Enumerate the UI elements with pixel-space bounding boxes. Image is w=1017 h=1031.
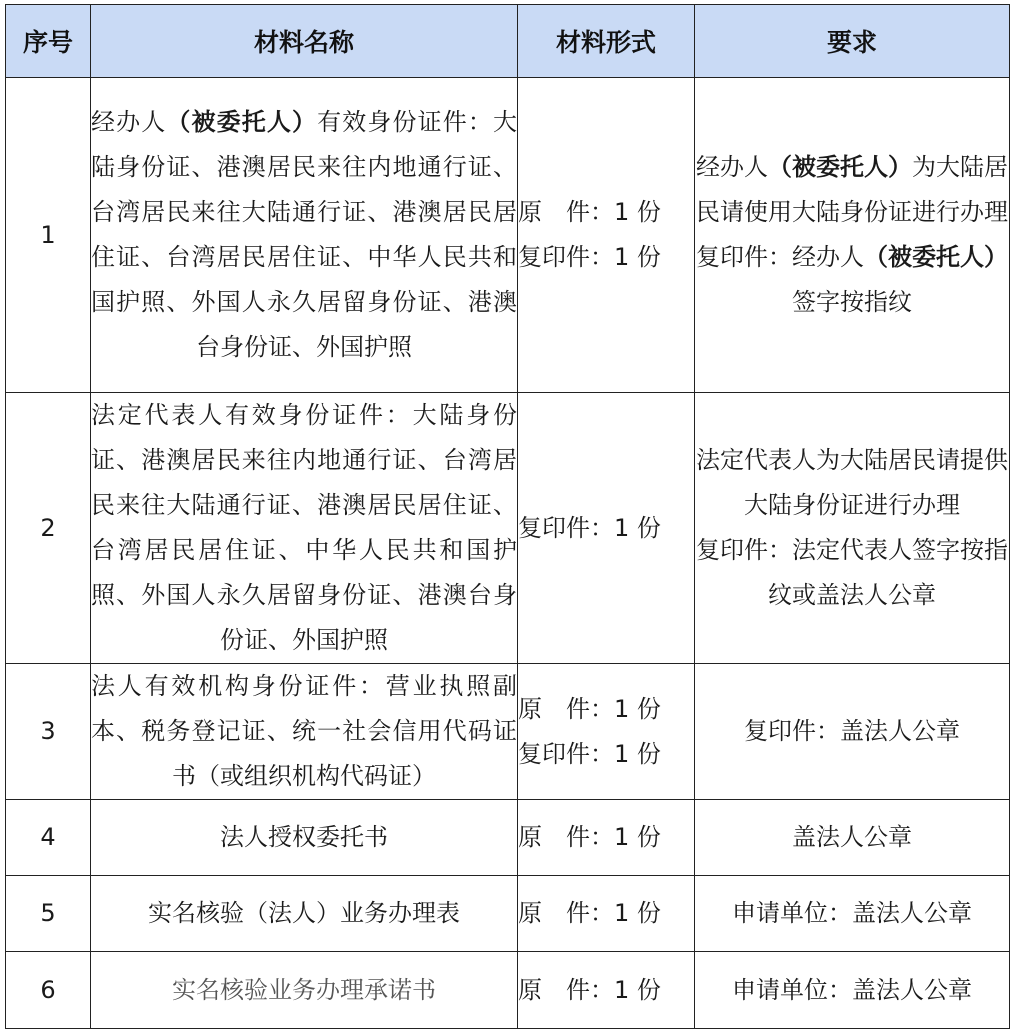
row-number: 6 <box>6 952 91 1029</box>
table-body <box>6 78 1010 1029</box>
form-line: 复印件：1 份 <box>518 739 661 768</box>
material-name: 实名核验业务办理承诺书 <box>91 952 518 1029</box>
header-form: 材料形式 <box>518 5 695 78</box>
form-line: 复印件：1 份 <box>518 513 661 542</box>
table-row <box>6 393 1010 664</box>
table-row <box>6 664 1010 800</box>
requirement: 申请单位：盖法人公章 <box>695 952 1010 1029</box>
form-line: 原 件：1 份 <box>518 694 661 723</box>
table-row <box>6 952 1010 1029</box>
header-row <box>6 5 1010 78</box>
material-name-bold: （被委托人） <box>166 108 318 136</box>
row-number: 5 <box>6 876 91 952</box>
material-form: 原 件：1 份 <box>518 800 695 876</box>
requirement-line <box>695 145 1009 235</box>
requirement-bold: （被委托人） <box>864 243 1008 271</box>
form-line: 复印件：1 份 <box>518 243 661 271</box>
requirement <box>695 78 1010 393</box>
row-number: 1 <box>6 78 91 393</box>
requirement-line: 法定代表人为大陆居民请提供大陆身份证进行办理 <box>696 446 1008 519</box>
requirement: 复印件：盖法人公章 <box>695 664 1010 800</box>
requirement-line <box>695 235 1009 325</box>
table-row <box>6 800 1010 876</box>
row-number: 2 <box>6 393 91 664</box>
material-form: 原 件：1 份 <box>518 952 695 1029</box>
requirement-line: 复印件：法定代表人签字按指纹或盖法人公章 <box>696 536 1008 609</box>
header-requirement: 要求 <box>695 5 1010 78</box>
requirement-text: 签字按指纹 <box>792 288 912 316</box>
header-name: 材料名称 <box>91 5 518 78</box>
requirement: 盖法人公章 <box>695 800 1010 876</box>
material-name <box>91 78 518 393</box>
material-name-text: 有效身份证件：大陆身份证、港澳居民来往内地通行证、台湾居民来往大陆通行证、港澳居民居住证、台湾居民居住证、中华人民共和国护照、外国人永久居留身份证、港澳台身份证、外国护照 <box>91 108 517 361</box>
material-name: 法人有效机构身份证件：营业执照副本、税务登记证、统一社会信用代码证书（或组织机构代码证） <box>91 664 518 800</box>
materials-table <box>5 4 1010 1029</box>
requirement-text: 经办人 <box>696 153 768 181</box>
table-row <box>6 876 1010 952</box>
requirement: 申请单位：盖法人公章 <box>695 876 1010 952</box>
table-header <box>6 5 1010 78</box>
row-number: 4 <box>6 800 91 876</box>
material-form <box>518 393 695 664</box>
table-row <box>6 78 1010 393</box>
requirement <box>695 393 1010 664</box>
material-form <box>518 664 695 800</box>
material-name: 法人授权委托书 <box>91 800 518 876</box>
requirement-bold: （被委托人） <box>768 153 912 181</box>
material-name: 实名核验（法人）业务办理表 <box>91 876 518 952</box>
form-line: 原 件：1 份 <box>518 198 661 226</box>
requirement-text: 为大陆居民请使用大陆身份证进行办理 <box>696 153 1008 226</box>
material-form <box>518 78 695 393</box>
material-name-text: 经办人 <box>91 108 167 136</box>
material-name: 法定代表人有效身份证件：大陆身份证、港澳居民来往内地通行证、台湾居民来往大陆通行证、港澳居民居住证、台湾居民居住证、中华人民共和国护照、外国人永久居留身份证、港澳台身份证、外国护照 <box>91 393 518 664</box>
row-number: 3 <box>6 664 91 800</box>
requirement-text: 复印件：经办人 <box>696 243 864 271</box>
material-form: 原 件：1 份 <box>518 876 695 952</box>
header-no: 序号 <box>6 5 91 78</box>
